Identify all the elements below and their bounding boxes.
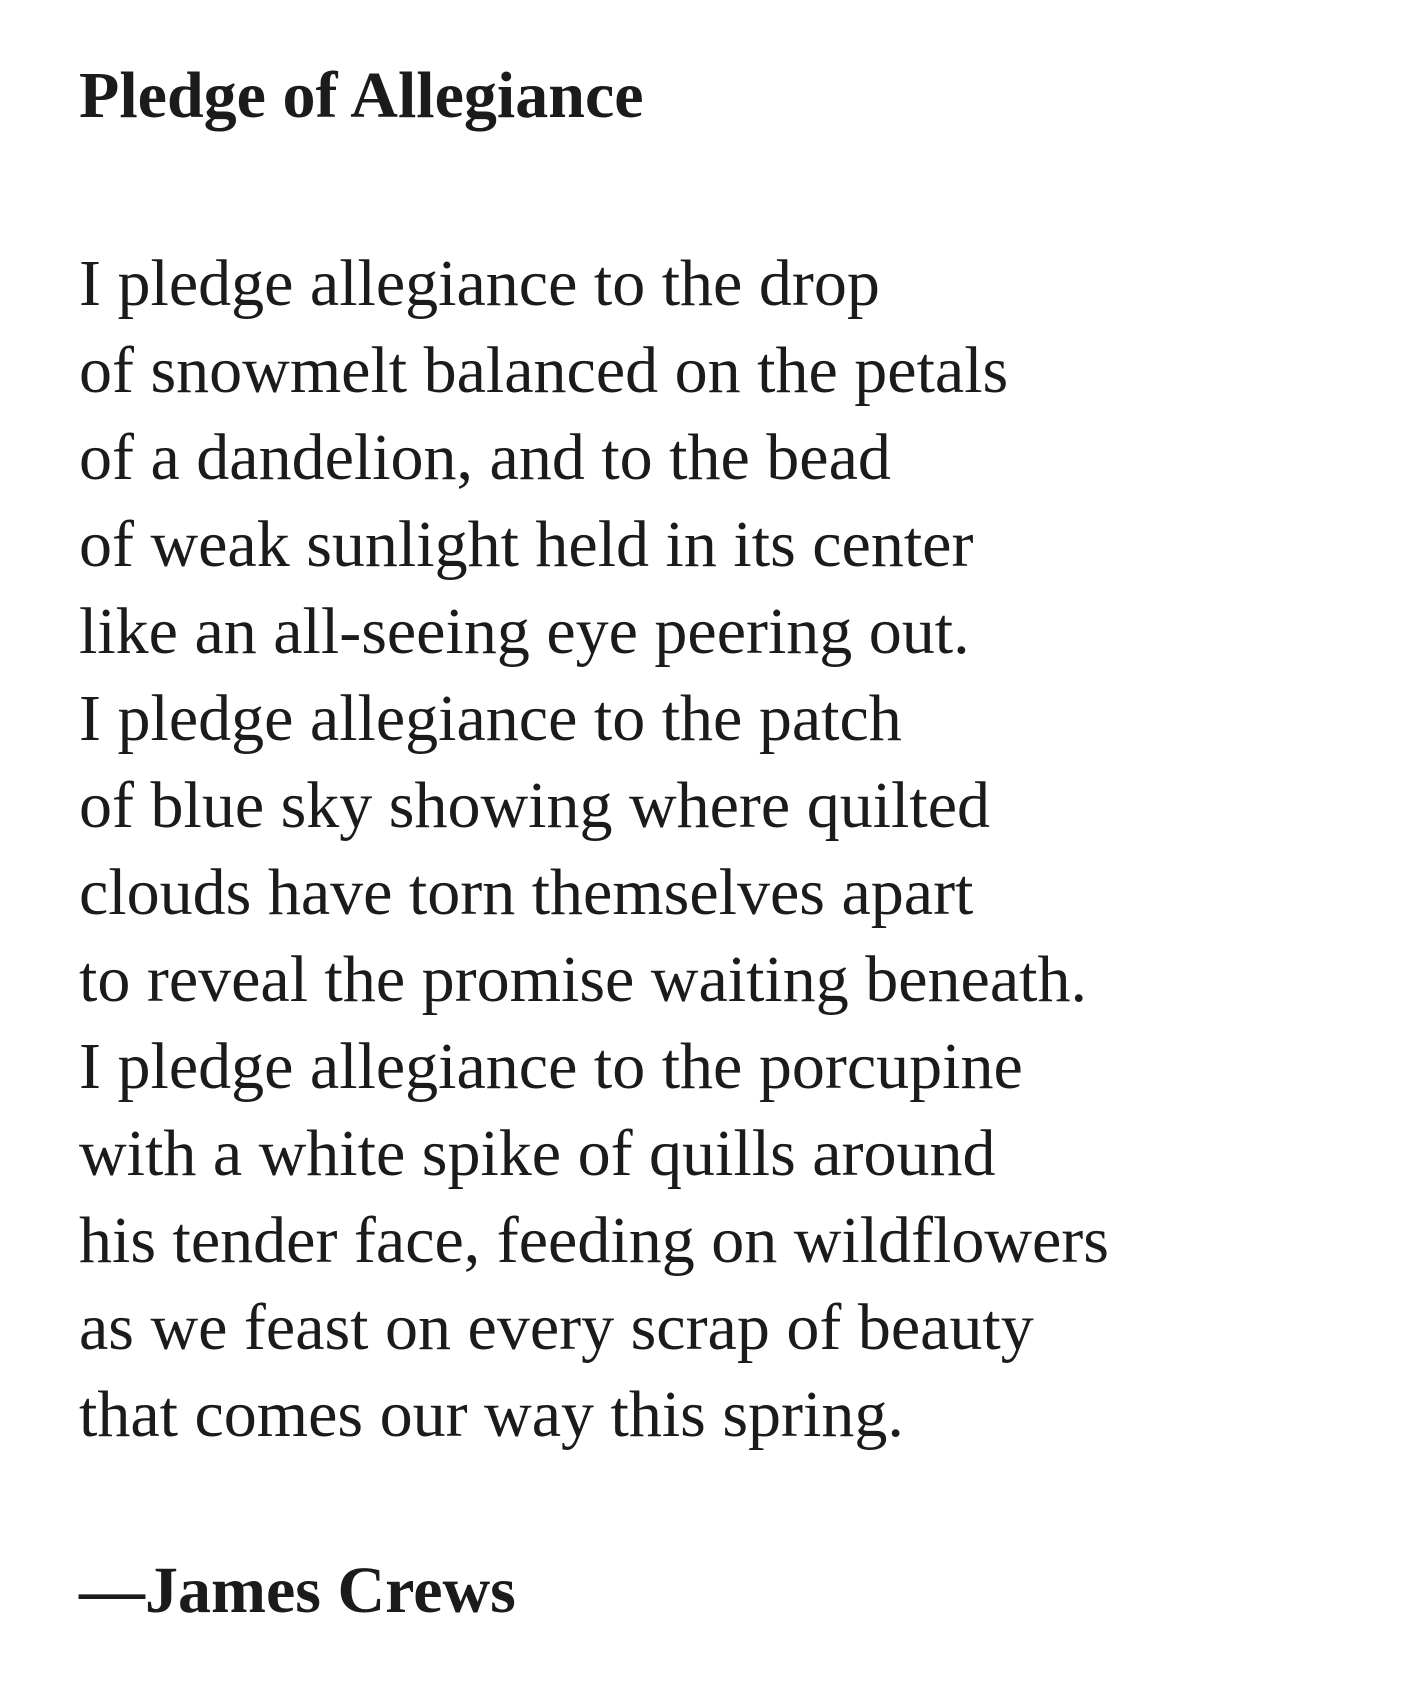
poem-line-11: with a white spike of quills around: [79, 1117, 996, 1190]
poem-line-8: clouds have torn themselves apart: [79, 856, 974, 929]
poem-line-4: of weak sunlight held in its center: [79, 508, 974, 581]
poem-line-6: I pledge allegiance to the patch: [79, 682, 902, 755]
poem-line-13: as we feast on every scrap of beauty: [79, 1291, 1034, 1364]
poem-line-12: his tender face, feeding on wildflowers: [79, 1204, 1109, 1277]
poem-line-10: I pledge allegiance to the porcupine: [79, 1030, 1023, 1103]
poem-line-1: I pledge allegiance to the drop: [79, 247, 880, 320]
poem-body: [79, 240, 1375, 1458]
poem-line-14: that comes our way this spring.: [79, 1378, 904, 1451]
poem-line-9: to reveal the promise waiting beneath.: [79, 943, 1087, 1016]
poem-attribution: —James Crews: [79, 1554, 516, 1627]
poem-line-7: of blue sky showing where quilted: [79, 769, 991, 842]
poem-title: Pledge of Allegiance: [79, 59, 644, 132]
poem-line-2: of snowmelt balanced on the petals: [79, 334, 1009, 407]
poem-line-5: like an all-seeing eye peering out.: [79, 595, 970, 668]
poem-line-3: of a dandelion, and to the bead: [79, 421, 891, 494]
